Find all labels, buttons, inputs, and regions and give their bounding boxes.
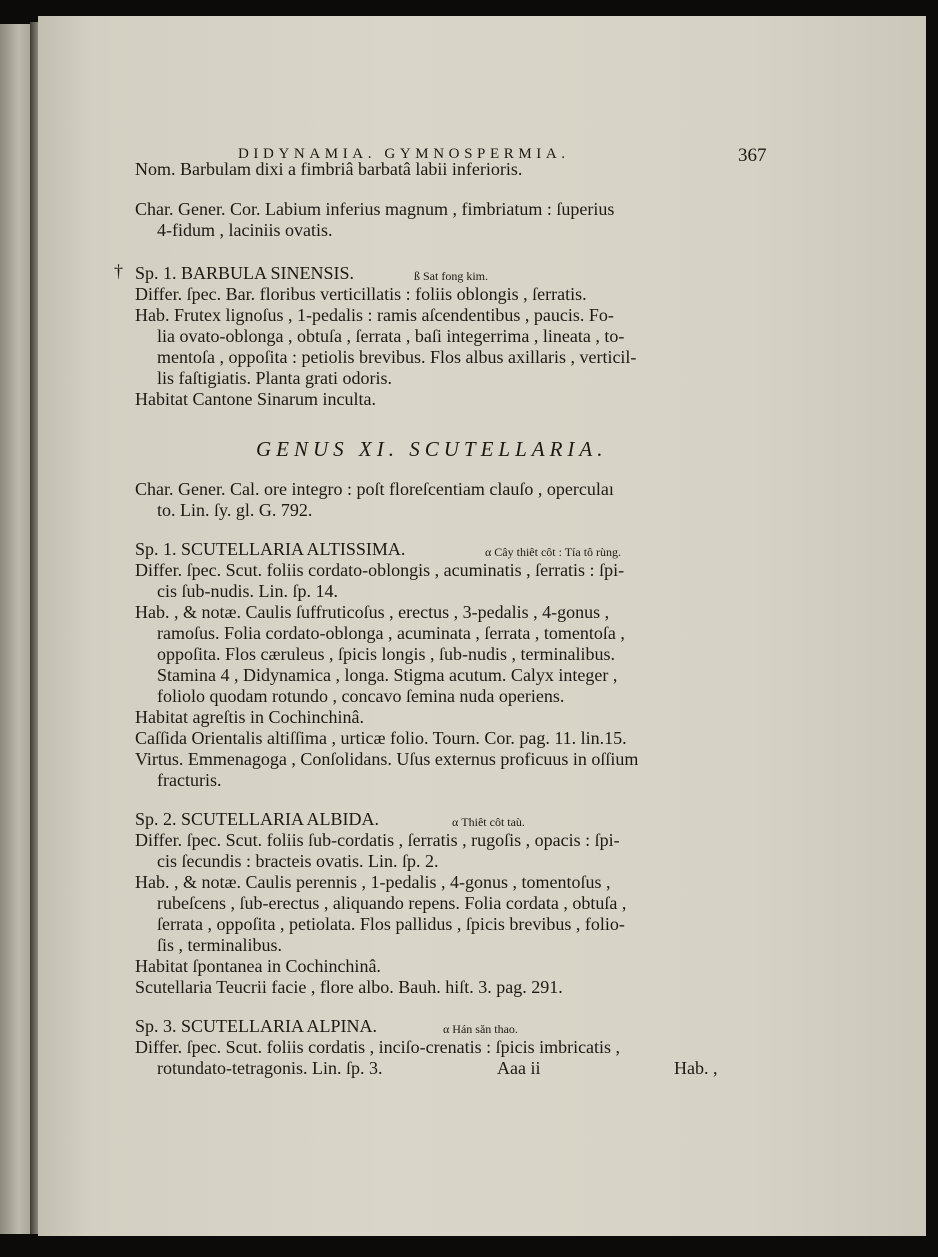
sp2-title: Sp. 2. SCUTELLARIA ALBIDA.	[135, 809, 380, 829]
char1-line-1: Char. Gener. Cor. Labium inferius magnum , fimbriatum : ſuperius	[135, 199, 615, 219]
sp3-vernacular: α Hán săn thao.	[443, 1022, 518, 1036]
sp2-line-2: cis ſecundis : bracteis ovatis. Lin. ſp. 2.	[157, 851, 439, 871]
barbula-line-1: Differ. ſpec. Bar. floribus verticillatis : foliis oblongis , ſerratis.	[135, 284, 587, 304]
barbula-line-5: lis faſtigiatis. Planta grati odoris.	[157, 368, 392, 388]
page-number: 367	[738, 145, 767, 166]
sp1-virtus: Virtus. Emmenagoga , Conſolidans. Uſus externus proficuus in oſſium	[135, 749, 639, 769]
sp1-virtus-2: fracturis.	[157, 770, 222, 790]
char2-line-2: to. Lin. ſy. gl. G. 792.	[157, 500, 313, 520]
sp2-habitat: Habitat ſpontanea in Cochinchinâ.	[135, 956, 381, 976]
catchword: Hab. ,	[674, 1058, 718, 1078]
sp2-line-5: ſerrata , oppoſita , petiolata. Flos pallidus , ſpicis brevibus , folio-	[157, 914, 625, 934]
nom-line: Nom. Barbulam dixi a fimbriâ barbatâ labii inferioris.	[135, 159, 523, 179]
sp1-habitat: Habitat agreſtis in Cochinchinâ.	[135, 707, 364, 727]
sp1-line-3: Hab. , & notæ. Caulis ſuffruticoſus , erectus , 3-pedalis , 4-gonus ,	[135, 602, 610, 622]
sp1-line-1: Differ. ſpec. Scut. foliis cordato-oblongis , acuminatis , ſerratis : ſpi-	[135, 560, 625, 580]
sp1-line-5: oppoſita. Flos cæruleus , ſpicis longis , ſub-nudis , terminalibus.	[157, 644, 615, 664]
sp3-line-2: rotundato-tetragonis. Lin. ſp. 3.	[157, 1058, 383, 1078]
sp1-vernacular: α Cây thiêt côt : Tía tô rùng.	[485, 545, 622, 559]
sp2-line-3: Hab. , & notæ. Caulis perennis , 1-pedalis , 4-gonus , tomentoſus ,	[135, 872, 611, 892]
sp1-line-7: foliolo quodam rotundo , concavo ſemina nuda operiens.	[157, 686, 565, 706]
sp1-title: Sp. 1. SCUTELLARIA ALTISSIMA.	[135, 539, 406, 559]
sp2-line-6: ſis , terminalibus.	[157, 935, 282, 955]
sp2-line-4: rubeſcens , ſub-erectus , aliquando repens. Folia cordata , obtuſa ,	[157, 893, 627, 913]
barbula-habitat: Habitat Cantone Sinarum inculta.	[135, 389, 376, 409]
running-title: DIDYNAMIA. GYMNOSPERMIA.	[238, 146, 570, 162]
char2-line-1: Char. Gener. Cal. ore integro : poſt floreſcentiam clauſo , operculaı	[135, 479, 614, 499]
genus-heading: GENUS XI. SCUTELLARIA.	[256, 437, 608, 461]
barbula-title: Sp. 1. BARBULA SINENSIS.	[135, 263, 355, 283]
left-page-edge	[0, 24, 34, 1234]
sp3-title: Sp. 3. SCUTELLARIA ALPINA.	[135, 1016, 378, 1036]
sp2-synonym: Scutellaria Teucrii facie , flore albo. Bauh. hiſt. 3. pag. 291.	[135, 977, 563, 997]
sp1-line-2: cis ſub-nudis. Lin. ſp. 14.	[157, 581, 338, 601]
barbula-vernacular: ß Sat fong kim.	[414, 269, 488, 283]
book-page	[38, 16, 926, 1236]
sp3-line-1: Differ. ſpec. Scut. foliis cordatis , inciſo-crenatis : ſpicis imbricatis ,	[135, 1037, 621, 1057]
sp1-line-4: ramoſus. Folia cordato-oblonga , acuminata , ſerrata , tomentoſa ,	[157, 623, 625, 643]
barbula-line-4: mentoſa , oppoſita : petiolis brevibus. Flos albus axillaris , verticil-	[157, 347, 637, 367]
barbula-line-3: lia ovato-oblonga , obtuſa , ſerrata , baſi integerrima , lineata , to-	[157, 326, 625, 346]
signature-mark: Aaa ii	[497, 1058, 541, 1078]
barbula-line-2: Hab. Frutex lignoſus , 1-pedalis : ramis aſcendentibus , paucis. Fo-	[135, 305, 614, 325]
sp1-synonym: Caſſida Orientalis altiſſima , urticæ folio. Tourn. Cor. pag. 11. lin.15.	[135, 728, 627, 748]
sp1-line-6: Stamina 4 , Didynamica , longa. Stigma acutum. Calyx integer ,	[157, 665, 618, 685]
sp2-vernacular: α Thiêt côt taù.	[452, 815, 525, 829]
sp2-line-1: Differ. ſpec. Scut. foliis ſub-cordatis , ſerratis , rugoſis , opacis : ſpi-	[135, 830, 620, 850]
char1-line-2: 4-fidum , laciniis ovatis.	[157, 220, 333, 240]
dagger-mark: †	[114, 261, 123, 281]
